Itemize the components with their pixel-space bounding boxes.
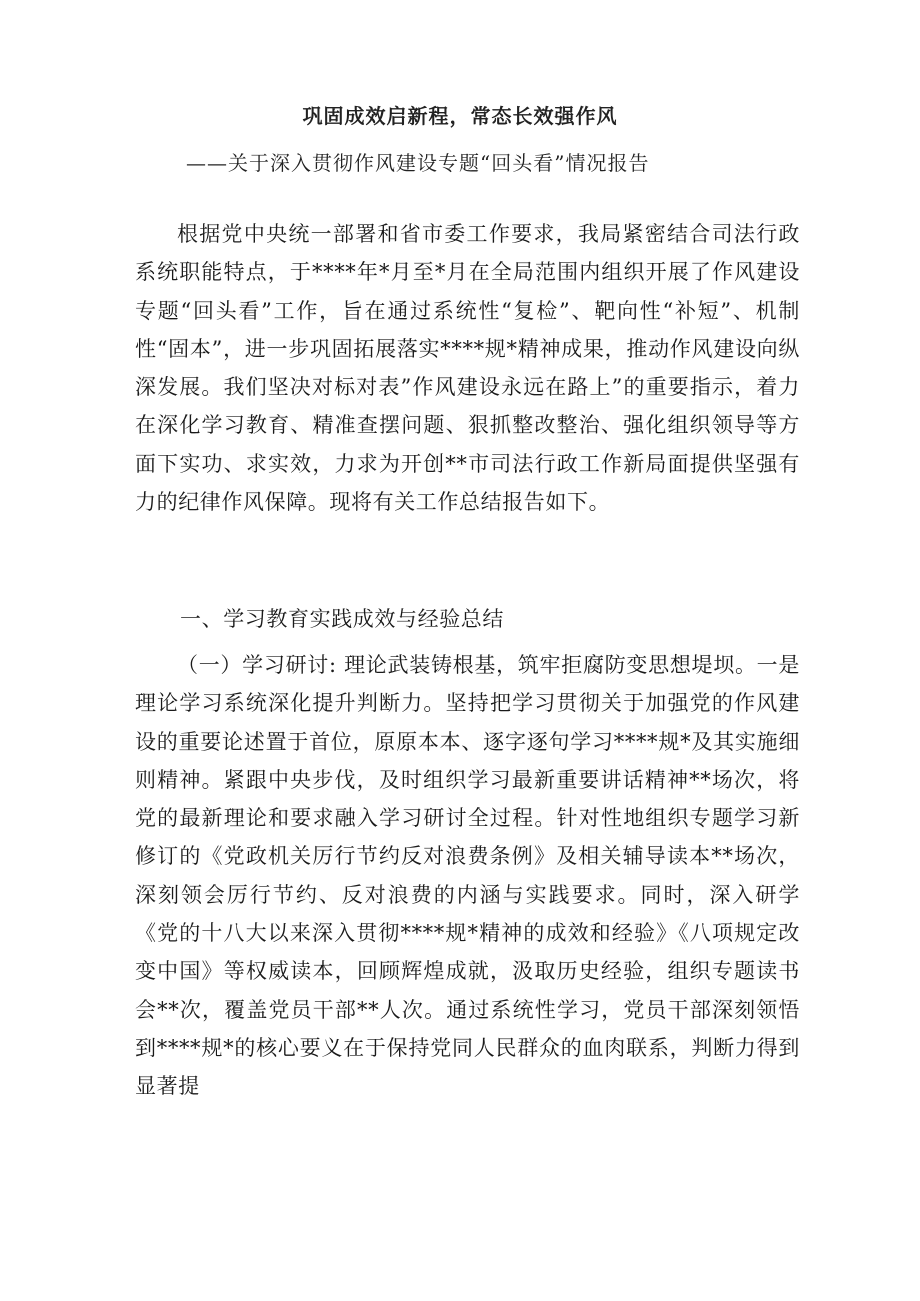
section-body-paragraph: （一）学习研讨: 理论武装铸根基，筑牢拒腐防变思想堤坝。一是理论学习系统深化提升判断力。坚持把学习贯彻关于加强党的作风建设的重要论述置于首位，原原本本、逐字逐句学习****规*及其实施细则精神。紧跟中央步伐，及时组织学习最新重要讲话精神**场次，将党的最新理论和要求融入学习研讨全过程。针对性地组织专题学习新修订的《党政机关厉行节约反对浪费条例》及相关辅导读本**场次，深刻领会厉行节约、反对浪费的内涵与实践要求。同时，深入研学《党的十八大以来深入贯彻****规*精神的成效和经验》《八项规定改变中国》等权威读本，回顾辉煌成就，汲取历史经验，组织专题读书会**次，覆盖党员干部**人次。通过系统性学习，党员干部深刻领悟到****规*的核心要义在于保持党同人民群众的血肉联系，判断力得到显著提: [135, 653, 800, 1099]
document-subtitle: ——关于深入贯彻作风建设专题“回头看”情况报告: [186, 151, 650, 175]
document-title: 巩固成效启新程，常态长效强作风: [302, 104, 618, 128]
intro-paragraph: 根据党中央统一部署和省市委工作要求，我局紧密结合司法行政系统职能特点，于****年*月至*月在全局范围内组织开展了作风建设专题“回头看”工作，旨在通过系统性“复检”、靶向性“补短”、机制性“固本”，进一步巩固拓展落实****规*精神成果，推动作风建设向纵深发展。我们坚决对标对表”作风建设永远在路上”的重要指示，着力在深化学习教育、精准查摆问题、狠抓整改整治、强化组织领导等方面下实功、求实效，力求为开创**市司法行政工作新局面提供坚强有力的纪律作风保障。现将有关工作总结报告如下。: [135, 222, 800, 515]
section-heading: 一、学习教育实践成效与经验总结: [180, 607, 504, 631]
